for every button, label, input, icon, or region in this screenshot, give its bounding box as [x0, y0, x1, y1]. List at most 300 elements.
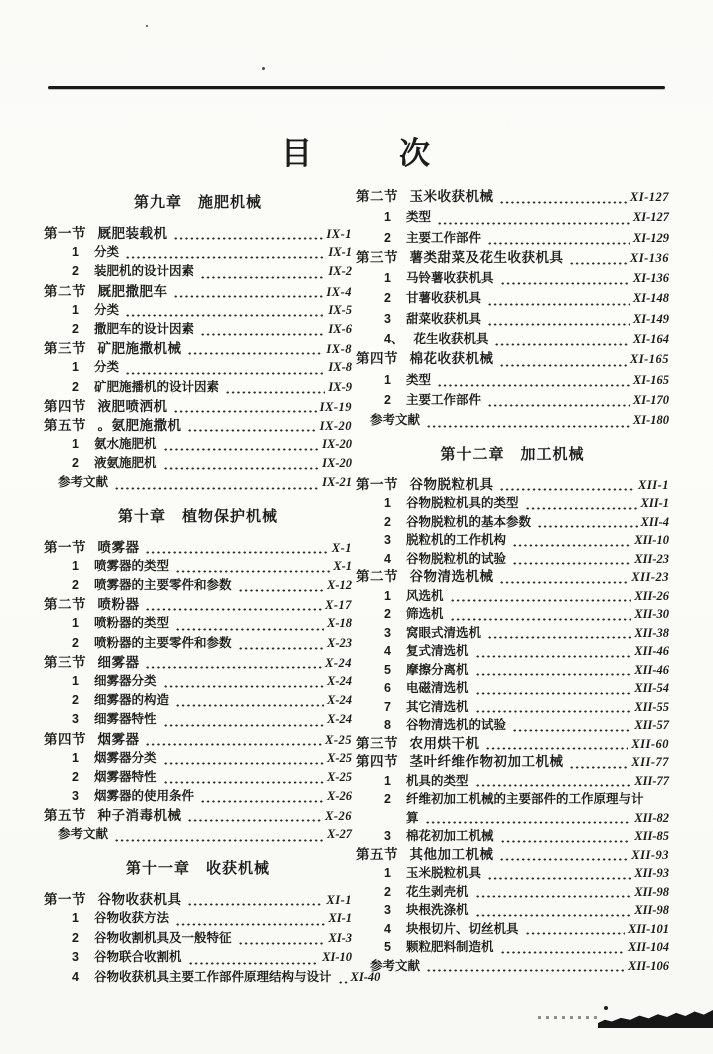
- toc-entry: [356, 624, 669, 643]
- toc-entry: [356, 329, 669, 349]
- toc-entry: [356, 698, 669, 717]
- entry-title: 烟雾器特性: [94, 769, 157, 784]
- toc-entry: [356, 716, 669, 735]
- entry-title: 谷物脱粒机的基本参数: [406, 514, 532, 529]
- entry-title: 参考文献: [58, 475, 109, 490]
- page-ref: XII-46: [634, 644, 669, 659]
- dot-leader: [145, 730, 322, 749]
- dot-leader: [475, 901, 632, 920]
- entry-title: 烟雾器: [97, 731, 140, 747]
- page-ref: X-25: [327, 769, 352, 784]
- entry-title: 喷粉器: [97, 597, 140, 613]
- entry-title: 喷雾器的主要零件和参数: [94, 578, 232, 592]
- dot-leader: [175, 614, 324, 633]
- chapter-heading: 第十章 植物保护机械: [117, 507, 278, 525]
- entry-title: 分类: [94, 360, 120, 375]
- toc-entry: [356, 228, 669, 248]
- entry-num: 2: [384, 792, 391, 807]
- toc-entry: [44, 557, 352, 576]
- entry-num: 1: [72, 302, 79, 317]
- entry-title: 细雾器分类: [94, 673, 157, 688]
- page-ref: XII-60: [631, 736, 669, 751]
- entry-title: 喷粉器的类型: [94, 616, 170, 631]
- entry-num: 1: [72, 616, 79, 631]
- toc-entry: [356, 735, 669, 754]
- entry-num: 1: [72, 360, 79, 375]
- dot-leader: [450, 605, 632, 624]
- page-ref: XI-180: [632, 413, 669, 428]
- dot-leader: [114, 825, 324, 844]
- dot-leader: [487, 624, 631, 643]
- dot-leader: [475, 772, 632, 791]
- entry-num: 2: [72, 635, 79, 650]
- entry-title: 马铃薯收获机具: [406, 271, 494, 286]
- header-rule: [48, 86, 665, 89]
- page-ref: X-24: [327, 693, 352, 708]
- dot-leader: [145, 653, 322, 672]
- entry-num: 2: [384, 514, 391, 529]
- entry-num: 2: [384, 291, 391, 306]
- entry-num: 3: [384, 311, 391, 326]
- entry-title: 花生收获机具: [413, 332, 489, 347]
- dot-leader: [475, 661, 632, 680]
- page-ref: IX-20: [319, 418, 352, 433]
- entry-num: 3: [72, 950, 79, 965]
- entry-title: 块根切片、切丝机具: [406, 921, 519, 936]
- page-ref: X-25: [325, 732, 352, 747]
- toc-entry: [356, 809, 669, 828]
- page-ref: X-24: [327, 712, 352, 727]
- toc-column-left: [44, 185, 381, 987]
- toc-entry: [356, 679, 669, 698]
- toc-entry: [44, 691, 352, 710]
- entry-title: 参考文献: [58, 827, 109, 842]
- entry-num: 第二节: [356, 189, 398, 204]
- toc-block: [44, 224, 352, 493]
- page-ref: X-17: [325, 598, 352, 613]
- entry-num: 第四节: [356, 351, 398, 367]
- entry-title: 机具的类型: [406, 773, 469, 788]
- dot-leader: [500, 938, 626, 957]
- page-ref: IX-20: [322, 437, 352, 452]
- page-ref: XI-10: [322, 950, 352, 965]
- toc-entry: [44, 948, 352, 968]
- entry-title: 甜菜收获机具: [406, 311, 482, 326]
- dot-leader: [525, 920, 626, 939]
- entry-title: 喷雾器: [97, 539, 140, 555]
- page-ref: X-18: [327, 616, 352, 631]
- page-ref: XII-55: [634, 699, 669, 714]
- entry-num: 5: [384, 662, 391, 677]
- entry-num: 第二节: [44, 283, 86, 299]
- page-ref: XII-104: [628, 940, 669, 955]
- toc-entry: [44, 397, 352, 416]
- toc-entry: [356, 410, 669, 430]
- entry-num: 1: [384, 271, 391, 286]
- dot-leader: [500, 827, 632, 846]
- entry-title: 谷物脱粒机的试验: [406, 551, 507, 566]
- page-ref: XII-106: [628, 958, 669, 973]
- page-ref: X-25: [327, 750, 352, 765]
- dot-leader: [487, 864, 631, 883]
- toc-entry: [44, 806, 352, 825]
- dot-leader: [188, 948, 320, 968]
- toc-entry: [356, 349, 669, 369]
- dot-leader: [485, 735, 628, 754]
- toc-entry: [356, 531, 669, 550]
- entry-num: 2: [72, 578, 79, 592]
- page-ref: XII-82: [634, 810, 669, 825]
- page-ref: IX-1: [328, 245, 352, 260]
- toc-entry: [356, 476, 669, 495]
- toc-entry: [44, 710, 352, 729]
- entry-title: 主要工作部件: [406, 392, 482, 407]
- entry-num: 第一节: [44, 891, 86, 907]
- entry-title: 类型: [406, 372, 432, 387]
- entry-num: 第一节: [356, 476, 398, 492]
- page-ref: XII-101: [628, 921, 669, 936]
- toc-entry: [356, 587, 669, 606]
- entry-num: 2: [72, 321, 79, 336]
- toc-entry: [356, 827, 669, 846]
- page-ref: X-24: [325, 655, 352, 670]
- entry-title: 农用烘干机: [409, 735, 480, 751]
- dot-leader: [238, 634, 324, 653]
- entry-title: 谷物脱粒机具: [409, 476, 494, 492]
- entry-title: 细雾器的构造: [94, 693, 170, 708]
- page-title: 目 次: [280, 136, 432, 171]
- toc-entry: [44, 825, 352, 844]
- page-ref: X-26: [325, 809, 352, 824]
- toc-entry: [44, 320, 352, 339]
- toc-entry: [356, 901, 669, 920]
- page-ref: XII-54: [634, 681, 669, 696]
- dot-leader: [512, 531, 631, 550]
- entry-num: 3: [72, 712, 79, 727]
- entry-title: 液氨施肥机: [94, 456, 157, 471]
- entry-num: 3: [384, 829, 391, 844]
- entry-num: 第二节: [356, 569, 398, 585]
- toc-entry: [44, 435, 352, 454]
- entry-num: 第五节: [44, 417, 86, 433]
- entry-title: 谷物收割机具及一般特征: [94, 930, 232, 945]
- page-ref: IX-6: [328, 321, 352, 336]
- dot-leader: [499, 568, 628, 587]
- toc-entry: [356, 883, 669, 902]
- dot-leader: [163, 672, 324, 691]
- page-ref: XI-1: [328, 911, 352, 926]
- toc-entry: [356, 309, 669, 329]
- dot-leader: [475, 679, 632, 698]
- entry-num: 2: [72, 930, 79, 945]
- page-ref: XI-164: [632, 332, 669, 347]
- toc-entry: [356, 288, 669, 308]
- dot-leader: [487, 309, 630, 329]
- page-ref: XI-129: [632, 230, 669, 245]
- entry-num: 6: [384, 681, 391, 696]
- page-ref: IX-8: [326, 342, 352, 357]
- dot-leader: [499, 476, 635, 495]
- dot-leader: [500, 268, 630, 288]
- toc-entry: [44, 538, 352, 557]
- page-ref: IX-9: [328, 379, 352, 394]
- toc-entry: [356, 494, 669, 513]
- page-ref: IX-21: [322, 475, 352, 490]
- entry-num: 第五节: [44, 808, 86, 824]
- dot-leader: [163, 749, 324, 768]
- toc-entry: [356, 268, 669, 288]
- dot-leader: [145, 538, 328, 557]
- page-ref: XI-148: [632, 291, 669, 306]
- entry-title: 液肥喷洒机: [97, 398, 168, 414]
- dot-leader: [175, 909, 325, 929]
- entry-title: 装肥机的设计因素: [94, 264, 195, 279]
- entry-title: 脱粒机的工作机构: [406, 533, 507, 548]
- toc-entry: [356, 772, 669, 791]
- toc-entry: [44, 262, 352, 281]
- entry-num: 4、: [384, 332, 404, 347]
- toc-entry: [44, 787, 352, 806]
- page-ref: XII-77: [631, 755, 669, 770]
- entry-num: 2: [72, 456, 79, 471]
- toc-entry: [356, 642, 669, 661]
- toc-entry: [356, 568, 669, 587]
- dot-leader: [187, 339, 323, 358]
- entry-num: 1: [384, 372, 391, 387]
- toc-entry: [356, 390, 669, 410]
- entry-title: 窝眼式清选机: [406, 625, 482, 640]
- entry-title: 参考文献: [370, 958, 421, 973]
- dot-leader: [125, 243, 325, 262]
- page-ref: XI-170: [632, 392, 669, 407]
- entry-title: 氨水施肥机: [94, 437, 157, 452]
- toc-entry: [44, 730, 352, 749]
- entry-num: 第二节: [44, 597, 86, 613]
- dot-leader: [200, 787, 324, 806]
- entry-num: 1: [72, 437, 79, 452]
- dot-leader: [163, 710, 324, 729]
- toc-entry: [356, 846, 669, 865]
- page-ref: XII-93: [634, 866, 669, 881]
- scan-speck: [146, 25, 148, 27]
- toc-entry: [356, 957, 669, 976]
- page-ref: XI-127: [629, 190, 669, 204]
- entry-num: 4: [384, 921, 391, 936]
- dot-leader: [187, 806, 322, 825]
- page-ref: X-26: [327, 789, 352, 804]
- dot-leader: [173, 224, 323, 243]
- dot-leader: [425, 809, 632, 828]
- entry-num: 第三节: [356, 735, 398, 751]
- entry-num: 2: [384, 230, 391, 245]
- page-ref: XII-26: [634, 588, 669, 603]
- entry-title: 颗粒肥料制造机: [406, 940, 494, 955]
- entry-title: 其它清选机: [406, 699, 469, 714]
- entry-title: 谷物清选机的试验: [406, 718, 507, 733]
- dot-leader: [238, 929, 326, 949]
- toc-entry: [44, 595, 352, 614]
- entry-title: 玉米收获机械: [409, 189, 494, 204]
- entry-num: 第四节: [44, 731, 86, 747]
- dot-leader: [238, 576, 324, 595]
- dot-leader: [569, 248, 626, 268]
- toc-entry: [44, 473, 352, 492]
- page-ref: IX-8: [328, 360, 352, 375]
- dot-leader: [525, 494, 638, 513]
- page-ref: IX-2: [328, 264, 352, 279]
- toc-block: [44, 538, 352, 845]
- page-ref: XII-10: [634, 533, 669, 548]
- page-ref: X-27: [327, 827, 352, 842]
- dot-leader: [200, 262, 325, 281]
- entry-num: 第一节: [44, 539, 86, 555]
- entry-title: 矿肥施播机的设计因素: [94, 379, 220, 394]
- entry-num: 4: [72, 969, 79, 984]
- dot-leader: [475, 642, 632, 661]
- page-ref: XII-4: [640, 514, 669, 529]
- toc-entry: [356, 550, 669, 569]
- entry-title: 纤维初加工机械的主要部件的工作原理与计: [406, 792, 644, 807]
- toc-entry: [44, 968, 381, 988]
- dot-leader: [426, 410, 630, 430]
- page-ref: XI-149: [632, 311, 669, 326]
- dot-leader: [437, 207, 630, 227]
- page-ref: XI-127: [632, 210, 669, 225]
- entry-num: 2: [384, 392, 391, 407]
- page-ref: IX-5: [328, 302, 352, 317]
- page-ref: XII-23: [631, 570, 669, 585]
- dot-leader: [175, 557, 330, 576]
- entry-title: 分类: [94, 245, 120, 260]
- entry-title: 茎叶纤维作物初加工机械: [409, 754, 564, 770]
- page-ref: XI-1: [326, 892, 352, 907]
- entry-num: 1: [72, 911, 79, 926]
- entry-num: 2: [72, 264, 79, 279]
- toc-entry: [44, 282, 352, 301]
- entry-num: 第一节: [44, 226, 86, 241]
- dot-leader: [187, 890, 323, 910]
- toc-entry: [44, 454, 352, 473]
- toc-entry: [356, 605, 669, 624]
- entry-title: 类型: [406, 210, 432, 225]
- toc-entry: [44, 416, 352, 435]
- dot-leader: [426, 957, 625, 976]
- dot-leader: [512, 716, 631, 735]
- page-ref: XII-98: [634, 903, 669, 918]
- dot-leader: [163, 435, 320, 454]
- entry-title: 薯类甜菜及花生收获机具: [409, 249, 564, 265]
- dot-leader: [569, 753, 628, 772]
- toc-entry: [44, 909, 352, 929]
- dot-leader: [125, 358, 325, 377]
- toc-entry: [44, 378, 352, 397]
- entry-num: 第五节: [356, 846, 398, 862]
- dot-leader: [499, 349, 626, 369]
- page-ref: XII-77: [634, 773, 669, 788]
- dot-leader: [145, 595, 322, 614]
- page-ref: IX-20: [322, 456, 352, 471]
- entry-num: 3: [384, 533, 391, 548]
- entry-title: 细雾器: [97, 654, 140, 670]
- entry-title: 筛选机: [406, 607, 444, 622]
- entry-num: 1: [384, 866, 391, 881]
- entry-title: 风选机: [406, 588, 444, 603]
- dot-leader: [450, 587, 632, 606]
- toc-entry: [356, 513, 669, 532]
- toc-entry: [44, 243, 352, 262]
- entry-num: 1: [384, 496, 391, 511]
- entry-num: 第三节: [356, 249, 398, 265]
- toc-entry: [44, 768, 352, 787]
- entry-num: 1: [72, 558, 79, 573]
- page-ref: X-24: [327, 673, 352, 688]
- entry-num: 2: [384, 884, 391, 899]
- toc-entry: [44, 339, 352, 358]
- page-ref: XII-57: [634, 718, 669, 733]
- dot-leader: [163, 768, 324, 787]
- page-ref: XII-46: [634, 662, 669, 677]
- page-ref: XII-23: [634, 551, 669, 566]
- toc-entry: [44, 301, 352, 320]
- toc-entry: [356, 370, 669, 390]
- entry-title: 种子消毒机械: [97, 808, 182, 824]
- page-ref: XI-136: [632, 271, 669, 286]
- entry-num: 8: [384, 718, 391, 733]
- entry-title: 喷粉器的主要零件和参数: [94, 635, 232, 650]
- page-ref: XII-1: [638, 477, 669, 492]
- entry-title: 棉花初加工机械: [406, 829, 494, 844]
- entry-num: 1: [384, 210, 391, 225]
- dot-leader: [487, 228, 630, 248]
- entry-title: 厩肥装载机: [97, 226, 168, 241]
- entry-title: 算: [406, 810, 419, 825]
- page-ref: X-12: [327, 578, 352, 592]
- toc-entry: [356, 661, 669, 680]
- entry-num: 3: [384, 625, 391, 640]
- toc-entry: [44, 890, 352, 910]
- page-ref: IX-19: [319, 399, 352, 414]
- scan-smudge-trail: [538, 1016, 602, 1019]
- entry-num: 1: [384, 773, 391, 788]
- entry-title: 细雾器特性: [94, 712, 157, 727]
- dot-leader: [494, 329, 629, 349]
- page-ref: XII-98: [634, 884, 669, 899]
- entry-title: 撒肥车的设计因素: [94, 321, 195, 336]
- scan-speck: [604, 1006, 608, 1010]
- page-ref: XII-93: [631, 847, 669, 862]
- page-ref: XI-40: [350, 969, 381, 984]
- dot-leader: [173, 397, 316, 416]
- toc-entry: [44, 358, 352, 377]
- dot-leader: [200, 320, 325, 339]
- entry-title: 谷物联合收割机: [94, 950, 182, 965]
- scan-speck: [262, 67, 265, 70]
- entry-title: 喷雾器的类型: [94, 558, 170, 573]
- dot-leader: [114, 473, 319, 492]
- page-ref: X-1: [331, 540, 352, 555]
- entry-title: 谷物清选机械: [409, 569, 494, 585]
- toc-entry: [44, 749, 352, 768]
- entry-title: 电磁清选机: [406, 681, 469, 696]
- chapter-heading: 第九章 施肥机械: [133, 194, 262, 211]
- toc-entry: [44, 672, 352, 691]
- entry-title: 其他加工机械: [409, 846, 494, 862]
- entry-title: 块根洗涤机: [406, 903, 469, 918]
- page-ref: XII-30: [634, 607, 669, 622]
- page-ref: IX-4: [326, 284, 352, 299]
- toc-entry: [356, 938, 669, 957]
- entry-num: 2: [72, 379, 79, 394]
